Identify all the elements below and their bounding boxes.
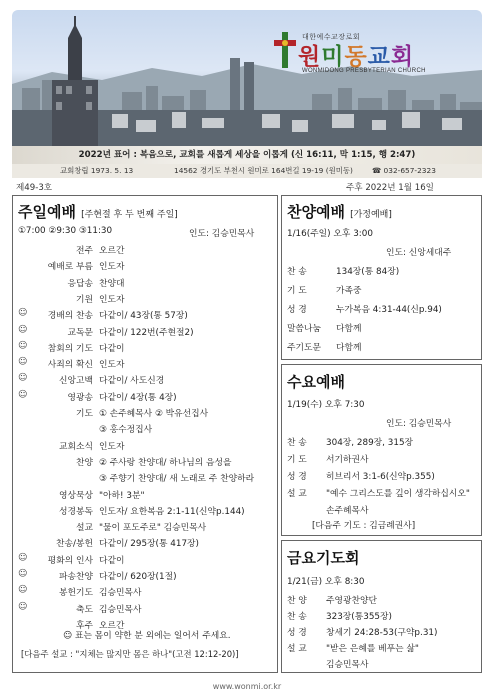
order-value: 김승민목사 [99, 604, 142, 615]
order-label: 기도 [76, 409, 93, 419]
order-value: 인도자 [99, 262, 125, 273]
order-value: 주영광찬양단 [326, 596, 377, 606]
order-value: 김승민목사 [326, 660, 369, 670]
order-label: 찬 송 [287, 438, 307, 448]
order-label: 예배로 부름 [47, 262, 93, 273]
order-label: 기 도 [287, 455, 307, 465]
order-value: 가족중 [336, 286, 362, 296]
order-label: 기원 [76, 294, 93, 305]
wednesday-worship-heading [287, 371, 345, 392]
order-label: 찬 송 [287, 267, 307, 277]
order-label: 성 경 [287, 628, 307, 638]
order-label: 전주 [76, 246, 93, 256]
church-phone: ☎ 032-657-2323 [372, 166, 436, 175]
praise-worship-box [281, 195, 482, 360]
order-value: 창세기 24:28-53(구약p.31) [326, 628, 438, 638]
logo-denomination: 대한예수교장로회 [302, 34, 361, 41]
order-value: 304장, 289장, 315장 [326, 438, 414, 448]
order-value: 오르간 [99, 620, 125, 631]
standing-mark-icon: ☺ [18, 308, 28, 319]
standing-mark-icon: ☺ [18, 340, 28, 351]
logo-church-name: 원미동교회 [298, 44, 415, 70]
order-label: 교회소식 [59, 441, 93, 452]
order-label: 파송찬양 [59, 572, 93, 582]
order-label: 평화의 인사 [47, 555, 93, 566]
friday-prayer-box [281, 540, 482, 673]
order-label: 후주 [76, 620, 93, 631]
church-info-bar [12, 164, 482, 178]
friday-prayer-title: 금요기도회 [287, 549, 360, 567]
standing-note: ☺ 표는 몸이 약한 분 외에는 일어서 주세요. [63, 631, 231, 641]
order-label: 성경봉독 [59, 506, 93, 517]
sunday-worship-title: 주일예배 [18, 203, 76, 221]
order-label: 영상묵상 [59, 490, 93, 501]
church-logo [274, 30, 482, 84]
praise-worship-title: 찬양예배 [287, 203, 345, 221]
order-value: "아하! 3분" [99, 490, 145, 501]
issue-row [14, 181, 482, 195]
order-value: 다같이/ 295장(통 417장) [99, 539, 199, 550]
order-value: 다같이 [99, 343, 125, 354]
order-value: ② 주사랑 찬양대/ 하나님의 음성을 [99, 457, 232, 468]
praise-leader: 인도: 신앙세대주 [386, 248, 452, 258]
order-value: 인도자 [99, 360, 125, 371]
friday-datetime: 1/21(금) 오후 8:30 [287, 577, 365, 587]
order-label: 찬 양 [287, 596, 307, 606]
order-value: 찬양대 [99, 278, 125, 289]
standing-mark-icon: ☺ [18, 357, 28, 368]
standing-mark-icon: ☺ [18, 601, 28, 612]
order-label: 설교 [76, 523, 93, 534]
order-value: 다같이/ 사도신경 [99, 376, 165, 387]
standing-mark-icon: ☺ [18, 389, 28, 400]
order-value: "예수 그리스도를 깊이 생각하십시오" [326, 489, 470, 499]
order-value: 오르간 [99, 246, 125, 256]
standing-mark-icon: ☺ [18, 585, 28, 596]
order-label: 성 경 [287, 305, 307, 315]
order-label: 찬양 [76, 457, 93, 468]
wednesday-worship-box [281, 364, 482, 536]
wednesday-worship-title: 수요예배 [287, 373, 345, 391]
logo-english-name: WONMIDONG PRESBYTERIAN CHURCH [302, 68, 426, 74]
wednesday-datetime: 1/19(수) 오후 7:30 [287, 400, 365, 410]
praise-worship-subtitle: [가정예배] [350, 210, 392, 220]
order-label: 찬 송 [287, 612, 307, 622]
order-value: 323장(통355장) [326, 612, 392, 622]
order-label: 신앙고백 [59, 376, 93, 387]
order-value: 다함께 [336, 343, 362, 353]
order-label: 참회의 기도 [47, 343, 93, 354]
order-label: 축도 [76, 604, 93, 615]
sunday-worship-subtitle: [주현절 후 두 번째 주일] [81, 210, 178, 220]
order-label: 주기도문 [287, 343, 321, 353]
founded-date: 교회창립 1973. 5. 13 [60, 166, 134, 175]
order-label: 봉헌기도 [59, 588, 93, 599]
order-label: 성 경 [287, 472, 307, 482]
order-label: 사죄의 확신 [47, 360, 93, 371]
standing-mark-icon: ☺ [18, 552, 28, 563]
order-label: 설 교 [287, 644, 307, 654]
sunday-worship-box [12, 195, 278, 673]
order-value: ③ 홍수정집사 [99, 425, 153, 436]
service-times: ①7:00 ②9:30 ③11:30 [18, 226, 113, 236]
order-value: 인도자/ 요한복음 2:1-11(신약p.144) [99, 506, 245, 517]
wednesday-next-prayer: [다음주 기도 : 김금례권사] [312, 521, 416, 531]
order-value: 다같이/ 122번(주현절2) [99, 327, 194, 338]
praise-datetime: 1/16(주일) 오후 3:00 [287, 229, 373, 239]
order-label: 말씀나눔 [287, 324, 321, 334]
order-label: 설 교 [287, 489, 307, 499]
standing-mark-icon: ☺ [18, 373, 28, 384]
praise-worship-heading [287, 201, 392, 222]
order-value: 다같이/ 620장(1절) [99, 572, 177, 582]
order-value: 134장(통 84장) [336, 267, 400, 277]
order-value: 다같이/ 4장(통 4장) [99, 392, 177, 403]
order-value: ① 손주혜목사 ② 박유선집사 [99, 409, 209, 419]
order-value: 인도자 [99, 294, 125, 305]
church-address: 14562 경기도 부천시 원미로 164번길 19-19 (원미동) [174, 166, 353, 175]
order-value: 누가복음 4:31-44(신p.94) [336, 305, 442, 315]
order-value: 손주혜목사 [326, 506, 369, 516]
order-label: 찬송/봉헌 [56, 539, 93, 550]
order-label: 경배의 찬송 [47, 311, 93, 322]
header-banner [12, 10, 482, 146]
order-value: "받은 은혜를 베푸는 삶" [326, 644, 419, 654]
order-value: 히브리서 3:1-6(신약p.355) [326, 472, 435, 482]
next-sermon: [다음주 설교 : "지체는 많지만 몸은 하나"(고전 12:12-20)] [21, 649, 239, 659]
friday-prayer-heading [287, 547, 359, 568]
issue-date: 주후 2022년 1월 16일 [346, 183, 434, 193]
standing-mark-icon: ☺ [18, 569, 28, 579]
order-value: ③ 주향기 찬양대/ 새 노래로 주 찬양하라 [99, 474, 255, 485]
issue-number: 제49-3호 [16, 183, 53, 193]
order-value: 다함께 [336, 324, 362, 334]
standing-mark-icon: ☺ [18, 324, 28, 335]
order-value: 다같이/ 43장(통 57장) [99, 311, 188, 322]
order-value: 김승민목사 [99, 588, 142, 599]
order-label: 응답송 [67, 278, 93, 289]
order-label: 영광송 [67, 392, 93, 403]
wednesday-leader: 인도: 김승민목사 [386, 419, 452, 429]
order-value: "물이 포도주로" 김승민목사 [99, 523, 207, 534]
order-label: 기 도 [287, 286, 307, 296]
cross-logo-icon [274, 32, 296, 68]
order-value: 서기하권사 [326, 455, 369, 465]
website-footer: www.wonmi.or.kr [212, 682, 282, 691]
order-value: 인도자 [99, 441, 125, 452]
year-motto: 2022년 표어 : 복음으로, 교회를 새롭게 세상을 이롭게 (신 16:11, 막 1:15, 행 2:47) [12, 146, 482, 164]
sunday-leader: 인도: 김승민목사 [189, 229, 255, 239]
sunday-worship-heading [18, 201, 178, 222]
order-label: 교독문 [67, 327, 93, 338]
order-value: 다같이 [99, 555, 125, 566]
